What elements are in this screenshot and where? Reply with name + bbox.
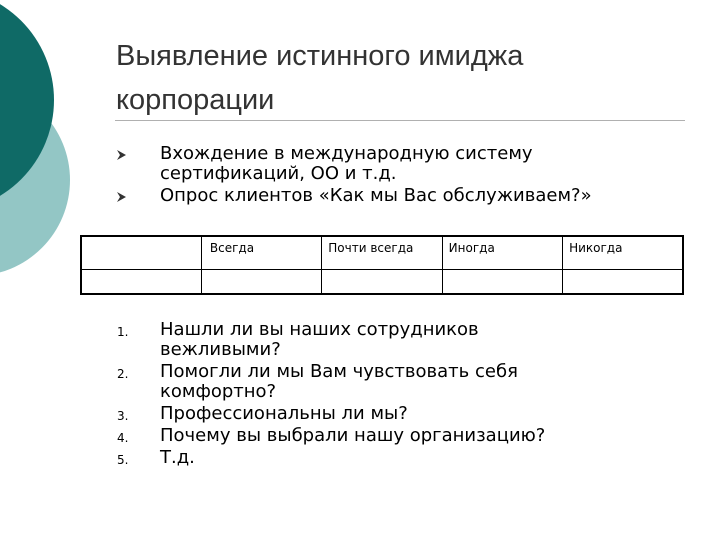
question-item [117,404,707,424]
table-answer-cell [563,269,683,294]
table-answer-cell [322,269,442,294]
question-text-line-1: Профессиональны ли мы? [160,403,408,424]
question-item [117,362,707,402]
bullet-item [117,144,697,184]
question-number: 4. [117,431,129,445]
title-divider [115,120,685,121]
bullet-text-line-1: Вхождение в международную систему [160,143,533,164]
question-text-line-1: Нашли ли вы наших сотрудников [160,319,479,340]
question-number: 1. [117,325,129,339]
bullet-text-line-2: сертификаций, ОО и т.д. [160,163,397,184]
question-text-line-1: Т.д. [160,447,195,468]
question-item [117,426,707,446]
question-list [117,320,707,470]
table-header-cell: Иногда [442,236,562,269]
question-text-line-1: Помогли ли мы Вам чувствовать себя [160,361,518,382]
survey-answer-table [80,235,684,295]
question-number: 3. [117,409,129,423]
question-number: 2. [117,367,129,381]
table-answer-cell [201,269,321,294]
question-item [117,320,707,360]
table-header-cell: Почти всегда [322,236,442,269]
table-answer-cell [81,269,201,294]
table-header-cell: Всегда [201,236,321,269]
bullet-list [117,144,697,208]
table-header-cell: Никогда [563,236,683,269]
table-header-row [81,236,683,269]
title-line-2: корпорации [116,84,275,116]
question-number: 5. [117,453,129,467]
slide-title [116,34,706,122]
table-answer-cell [442,269,562,294]
arrow-bullet-icon [117,192,126,202]
question-text-line-1: Почему вы выбрали нашу организацию? [160,425,546,446]
title-line-1: Выявление истинного имиджа [116,40,524,72]
bullet-text-line-1: Опрос клиентов «Как мы Вас обслуживаем?» [160,185,592,206]
question-text-line-2: вежливыми? [160,339,281,360]
table-answer-row [81,269,683,294]
bullet-item [117,186,697,206]
question-item [117,448,707,468]
arrow-bullet-icon [117,150,126,160]
question-text-line-2: комфортно? [160,381,277,402]
table-header-cell [81,236,201,269]
